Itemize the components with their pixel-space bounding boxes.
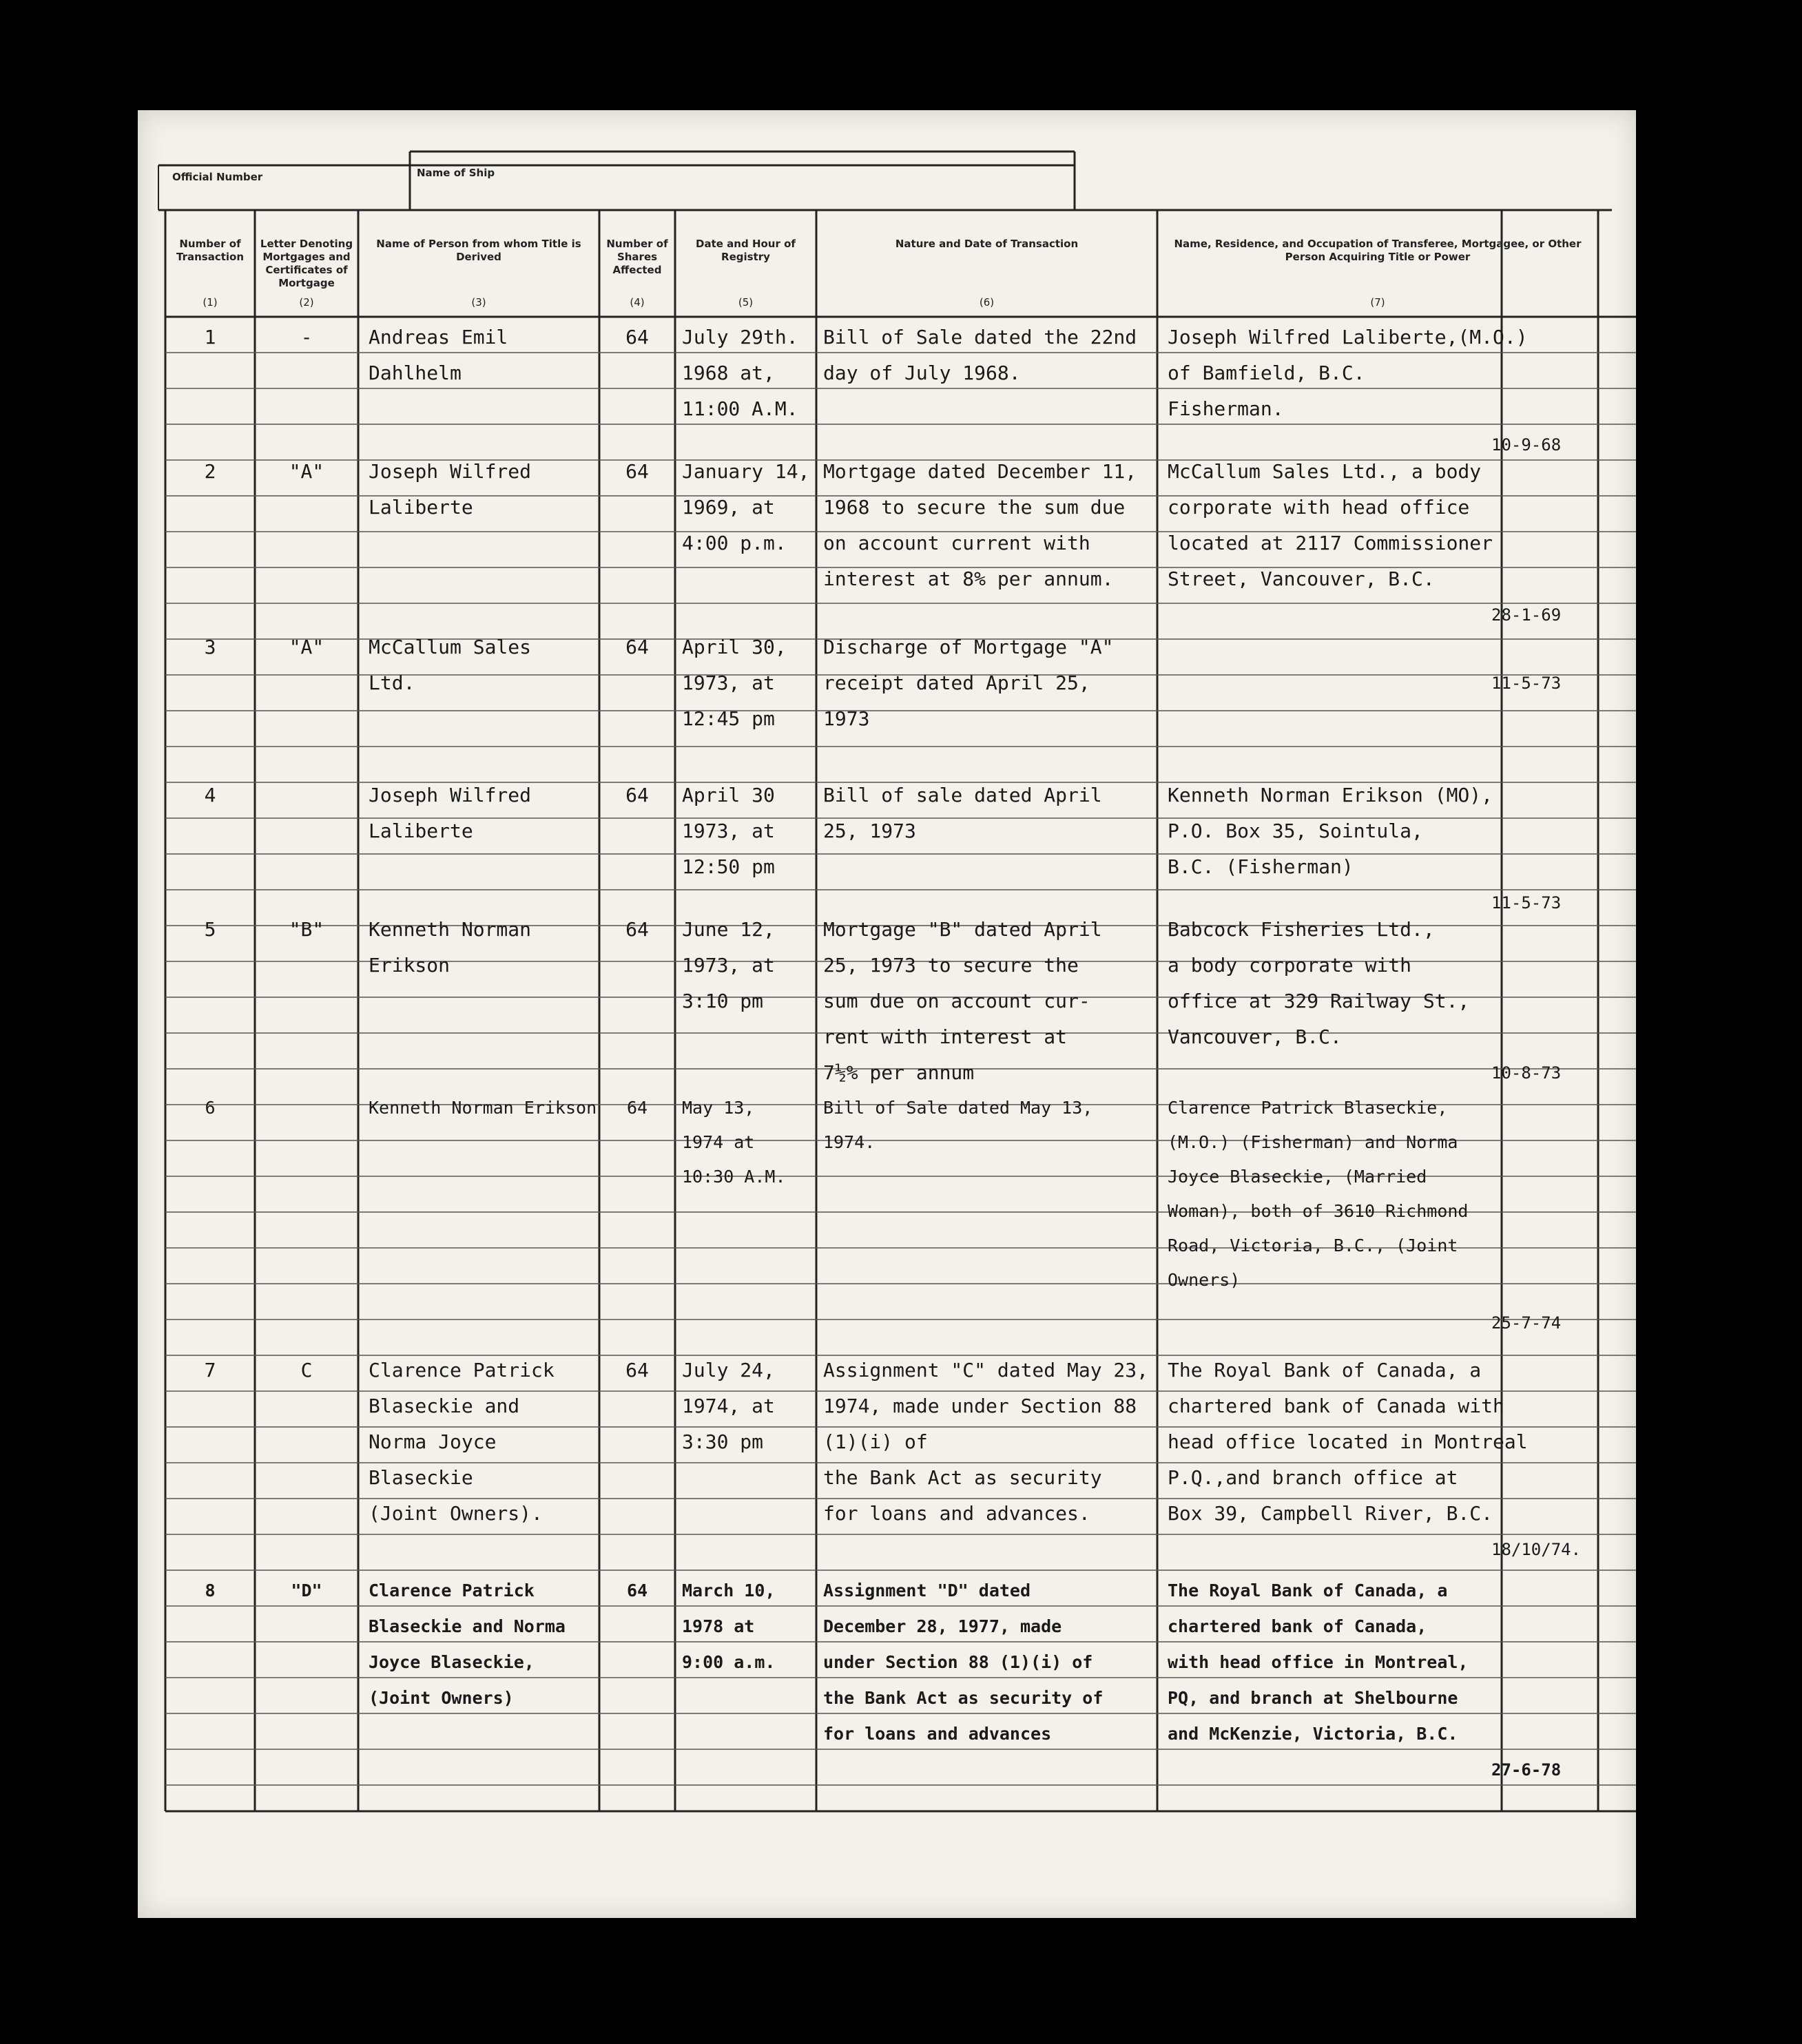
cell-shares: 64	[625, 326, 649, 348]
cell-nature: Bill of sale dated April 25, 1973	[823, 784, 1102, 842]
cell-letter: C	[300, 1359, 313, 1381]
column-header-6: Nature and Date of Transaction	[895, 238, 1079, 250]
cell-nature: Mortgage "B" dated April 25, 1973 to secure the sum due on account cur- rent with interest at 7½% per annum	[823, 918, 1102, 1084]
cell-entered: 10-9-68	[1491, 435, 1562, 455]
cell-nature: Mortgage dated December 11, 1968 to secure the sum due on account current with interest at 8% per annum.	[823, 460, 1137, 590]
cell-transferee: The Royal Bank of Canada, a chartered bank of Canada with head office located in Montreal P.Q.,and branch office at Box 39, Campbell River, B.C.	[1168, 1359, 1528, 1525]
column-header-7: Name, Residence, and Occupation of Transferee, Mortgagee, or Other Person Acquiring Title or Power	[1174, 238, 1582, 263]
cell-from: Kenneth Norman Erikson	[369, 918, 532, 977]
column-header-4: Number of Shares Affected	[606, 238, 668, 276]
cell-registry: July 24, 1974, at 3:30 pm	[682, 1359, 775, 1453]
cell-registry: June 12, 1973, at 3:10 pm	[682, 918, 775, 1012]
column-header-3: Name of Person from whom Title is Derived	[376, 238, 581, 263]
cell-entered: 11-5-73	[1491, 893, 1562, 912]
cell-number: 7	[204, 1359, 216, 1381]
cell-letter: "A"	[289, 460, 324, 483]
cell-from: McCallum Sales Ltd.	[369, 636, 532, 694]
cell-letter: -	[300, 326, 313, 348]
cell-transferee: McCallum Sales Ltd., a body corporate with head office located at 2117 Commissioner Street, Vancouver, B.C.	[1168, 460, 1493, 590]
cell-shares: 64	[625, 784, 649, 806]
column-number-6: (6)	[979, 296, 995, 309]
cell-registry: January 14, 1969, at 4:00 p.m.	[682, 460, 810, 554]
cell-transferee: Joseph Wilfred Laliberte,(M.O.) of Bamfield, B.C. Fisherman.	[1168, 326, 1528, 420]
cell-from: Joseph Wilfred Laliberte	[369, 460, 532, 519]
cell-nature: Assignment "C" dated May 23, 1974, made under Section 88 (1)(i) of the Bank Act as security for loans and advances.	[823, 1359, 1149, 1525]
cell-from: Kenneth Norman Erikson	[369, 1098, 597, 1118]
cell-entered: 28-1-69	[1491, 605, 1562, 625]
cell-shares: 64	[625, 636, 649, 658]
cell-transferee: Clarence Patrick Blaseckie, (M.O.) (Fisherman) and Norma Joyce Blaseckie, (Married Woman), both of 3610 Richmond Road, Victoria, B.C., (Joint Owners)	[1168, 1098, 1469, 1290]
cell-from: Clarence Patrick Blaseckie and Norma Joyce Blaseckie, (Joint Owners)	[369, 1581, 566, 1708]
cell-number: 2	[204, 460, 216, 483]
cell-registry: April 30, 1973, at 12:45 pm	[682, 636, 787, 730]
cell-shares: 64	[625, 460, 649, 483]
cell-letter: "B"	[289, 918, 324, 941]
cell-letter: "D"	[291, 1581, 322, 1600]
cell-number: 8	[205, 1581, 216, 1600]
cell-number: 6	[205, 1098, 216, 1118]
cell-shares: 64	[625, 1359, 649, 1381]
cell-entered: 25-7-74	[1491, 1313, 1562, 1333]
cell-transferee: Kenneth Norman Erikson (MO), P.O. Box 35, Sointula, B.C. (Fisherman)	[1168, 784, 1493, 878]
cell-from: Andreas Emil Dahlhelm	[369, 326, 508, 384]
cell-nature: Bill of Sale dated the 22nd day of July 1968.	[823, 326, 1137, 384]
cell-number: 3	[204, 636, 216, 658]
name-of-ship-label: Name of Ship	[417, 167, 495, 179]
cell-registry: April 30 1973, at 12:50 pm	[682, 784, 775, 878]
cell-entered: 27-6-78	[1491, 1760, 1562, 1780]
column-header-1: Number of Transaction	[176, 238, 245, 263]
column-header-5: Date and Hour of Registry	[696, 238, 796, 263]
column-number-2: (2)	[299, 296, 314, 309]
column-number-5: (5)	[738, 296, 754, 309]
column-number-1: (1)	[203, 296, 218, 309]
cell-registry: July 29th. 1968 at, 11:00 A.M.	[682, 326, 798, 420]
column-header-2: Letter Denoting Mortgages and Certificates of Mortgage	[260, 238, 353, 289]
cell-transferee: Babcock Fisheries Ltd., a body corporate with office at 329 Railway St., Vancouver, B.C.	[1168, 918, 1470, 1048]
cell-number: 1	[204, 326, 216, 348]
cell-entered: 10-8-73	[1491, 1063, 1562, 1083]
register-page	[138, 110, 1636, 1918]
cell-entered: 18/10/74.	[1491, 1540, 1582, 1559]
cell-transferee: The Royal Bank of Canada, a chartered bank of Canada, with head office in Montreal, PQ, and branch at Shelbourne and McKenzie, Victoria, B.C.	[1168, 1581, 1469, 1744]
cell-registry: May 13, 1974 at 10:30 A.M.	[682, 1098, 786, 1187]
cell-from: Clarence Patrick Blaseckie and Norma Joyce Blaseckie (Joint Owners).	[369, 1359, 555, 1525]
cell-number: 5	[204, 918, 216, 941]
cell-number: 4	[204, 784, 216, 806]
cell-letter: "A"	[289, 636, 324, 658]
official-number-label: Official Number	[172, 171, 263, 183]
cell-nature: Discharge of Mortgage "A" receipt dated April 25, 1973	[823, 636, 1114, 730]
cell-nature: Assignment "D" dated December 28, 1977, made under Section 88 (1)(i) of the Bank Act as security of for loans and advances	[823, 1581, 1104, 1744]
column-number-4: (4)	[630, 296, 645, 309]
column-number-7: (7)	[1370, 296, 1385, 309]
cell-shares: 64	[626, 1581, 648, 1600]
cell-entered: 11-5-73	[1491, 674, 1562, 693]
cell-shares: 64	[625, 918, 649, 941]
cell-shares: 64	[626, 1098, 648, 1118]
cell-from: Joseph Wilfred Laliberte	[369, 784, 532, 842]
column-number-3: (3)	[471, 296, 486, 309]
cell-registry: March 10, 1978 at 9:00 a.m.	[682, 1581, 776, 1672]
cell-nature: Bill of Sale dated May 13, 1974.	[823, 1098, 1093, 1152]
